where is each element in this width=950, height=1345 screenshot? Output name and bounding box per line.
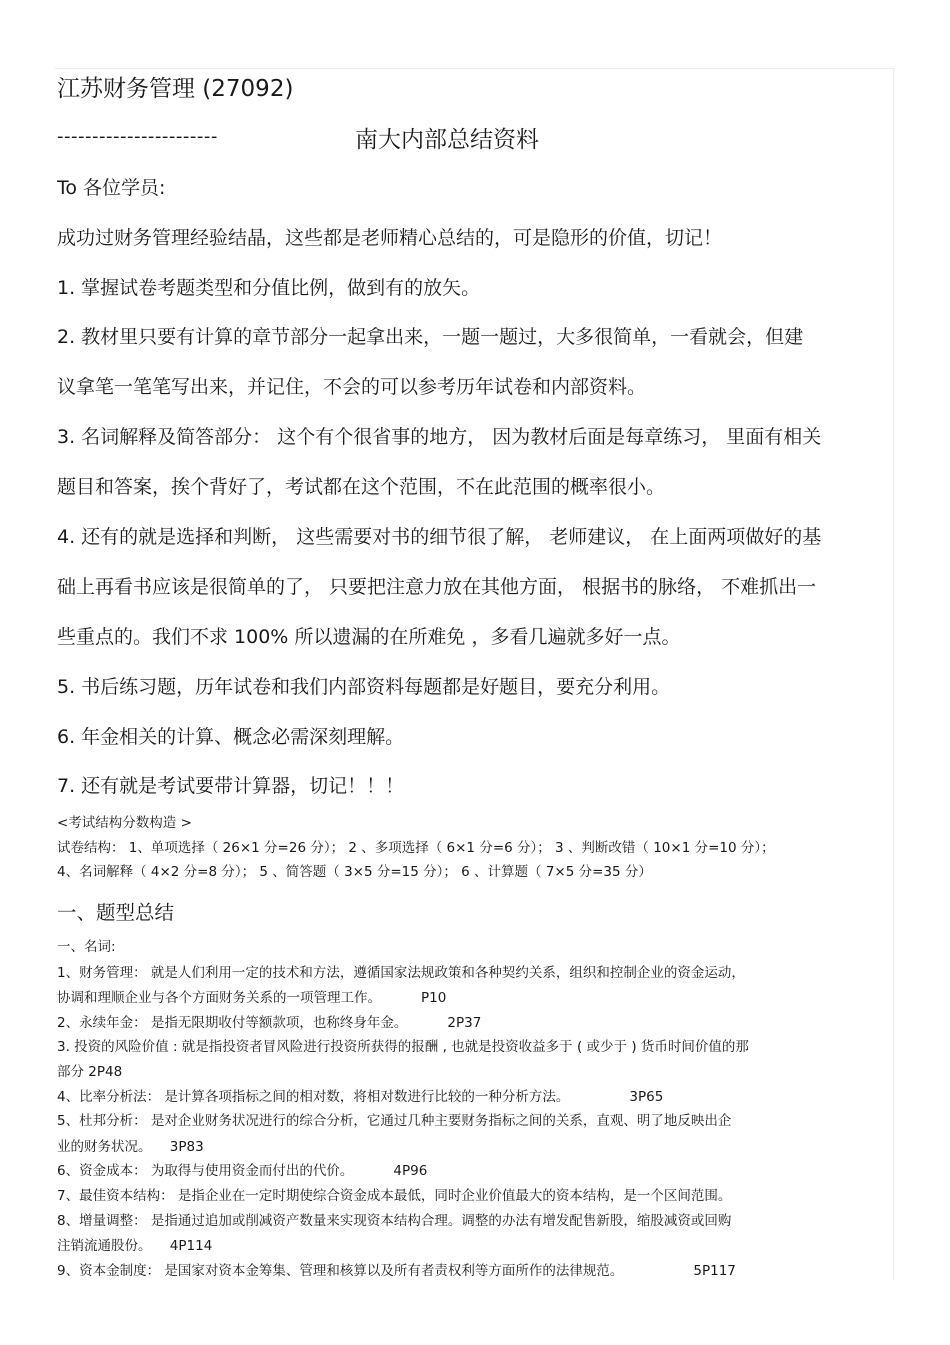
structure-header: <考试结构分数构造 > bbox=[57, 815, 192, 831]
dash-separator: ----------------------- bbox=[57, 126, 218, 147]
tip-line: 些重点的。我们不求 100% 所以遗漏的在所难免 ，多看几遍就多好一点。 bbox=[57, 626, 681, 648]
term-text: 注销流通股份。 bbox=[57, 1238, 152, 1254]
term-line bbox=[57, 1135, 204, 1155]
term-line: 8、增量调整： 是指通过追加或削减资产数量来实现资本结构合理。调整的办法有增发配售新股，缩股减资或回购 bbox=[57, 1213, 732, 1229]
tip-line: 2. 教材里只要有计算的章节部分一起拿出来，一题一题过，大多很简单，一看就会，但建 bbox=[57, 326, 804, 348]
term-line bbox=[57, 1011, 481, 1031]
tip-line: 3. 名词解释及简答部分： 这个有个很省事的地方， 因为教材后面是每章练习， 里面有相关 bbox=[57, 426, 822, 448]
subsection-title: 一、名词: bbox=[57, 939, 116, 955]
page-reference: 4P114 bbox=[169, 1238, 213, 1254]
term-line bbox=[57, 986, 446, 1006]
term-line bbox=[57, 1159, 427, 1179]
term-text: 9、资本金制度： 是国家对资本金筹集、管理和核算以及所有者责权利等方面所作的法律规范。 bbox=[57, 1263, 624, 1279]
page-frame-right bbox=[893, 68, 894, 1280]
greeting: To 各位学员: bbox=[57, 177, 166, 199]
term-line: 3. 投资的风险价值 : 就是指投资者冒风险进行投资所获得的报酬 , 也就是投资收益多于 ( 或少于 ) 货币时间价值的那 bbox=[57, 1039, 749, 1055]
intro-paragraph: 成功过财务管理经验结晶，这些都是老师精心总结的，可是隐形的价值，切记！ bbox=[57, 227, 723, 249]
document-subtitle: 南大内部总结资料 bbox=[355, 127, 539, 153]
tip-line: 7. 还有就是考试要带计算器，切记！！！ bbox=[57, 775, 405, 797]
tip-line: 题目和答案，挨个背好了，考试都在这个范围，不在此范围的概率很小。 bbox=[57, 476, 666, 498]
term-line: 7、最佳资本结构： 是指企业在一定时期使综合资金成本最低，同时企业价值最大的资本结构，是一个区间范围。 bbox=[57, 1188, 732, 1204]
tip-line: 5. 书后练习题，历年试卷和我们内部资料每题都是好题目，要充分利用。 bbox=[57, 676, 671, 698]
term-line: 5、杜邦分析： 是对企业财务状况进行的综合分析，它通过几种主要财务指标之间的关系，直观、明了地反映出企 bbox=[57, 1113, 732, 1129]
term-text: 2、永续年金： 是指无限期收付等额款项，也称终身年金。 bbox=[57, 1015, 408, 1031]
term-text: 协调和理顺企业与各个方面财务关系的一项管理工作。 bbox=[57, 990, 381, 1006]
page-reference: 2P48 bbox=[88, 1064, 123, 1080]
document-title: 江苏财务管理 (27092) bbox=[57, 76, 294, 102]
term-line bbox=[57, 1234, 212, 1254]
term-line bbox=[57, 1060, 122, 1080]
term-line: 1、财务管理： 就是人们利用一定的技术和方法，遵循国家法规政策和各种契约关系，组织和控制企业的资金运动， bbox=[57, 965, 745, 981]
page-reference: 2P37 bbox=[447, 1015, 482, 1031]
term-text: 6、资金成本： 为取得与使用资金而付出的代价。 bbox=[57, 1163, 354, 1179]
term-line bbox=[57, 1085, 663, 1105]
page-reference: P10 bbox=[421, 990, 447, 1006]
tip-line: 4. 还有的就是选择和判断， 这些需要对书的细节很了解， 老师建议， 在上面两项做好的基 bbox=[57, 526, 822, 548]
term-text: 4、比率分析法： 是计算各项指标之间的相对数，将相对数进行比较的一种分析方法。 bbox=[57, 1089, 570, 1105]
tip-line: 6. 年金相关的计算、概念必需深刻理解。 bbox=[57, 726, 405, 748]
page-reference: 3P65 bbox=[629, 1089, 664, 1105]
tip-line: 议拿笔一笔笔写出来，并记住，不会的可以参考历年试卷和内部资料。 bbox=[57, 376, 647, 398]
page-frame-top bbox=[55, 68, 893, 69]
tip-line: 1. 掌握试卷考题类型和分值比例，做到有的放矢。 bbox=[57, 277, 481, 299]
term-text: 业的财务状况。 bbox=[57, 1139, 152, 1155]
structure-line: 4、名词解释（ 4×2 分=8 分）； 5 、简答题（ 3×5 分=15 分）； 6 、计算题（ 7×5 分=35 分） bbox=[57, 864, 652, 880]
section-title: 一、题型总结 bbox=[57, 901, 175, 924]
term-text: 部分 bbox=[57, 1064, 84, 1080]
page-reference: 4P96 bbox=[393, 1163, 428, 1179]
structure-line: 试卷结构： 1、单项选择（ 26×1 分=26 分）； 2 、多项选择（ 6×1 分=6 分）； 3 、判断改错（ 10×1 分=10 分）； bbox=[57, 840, 775, 856]
term-line bbox=[57, 1259, 736, 1279]
page-reference: 3P83 bbox=[169, 1139, 204, 1155]
tip-line: 础上再看书应该是很简单的了， 只要把注意力放在其他方面， 根据书的脉络， 不难抓出一 bbox=[57, 576, 817, 598]
page-reference: 5P117 bbox=[693, 1263, 736, 1279]
